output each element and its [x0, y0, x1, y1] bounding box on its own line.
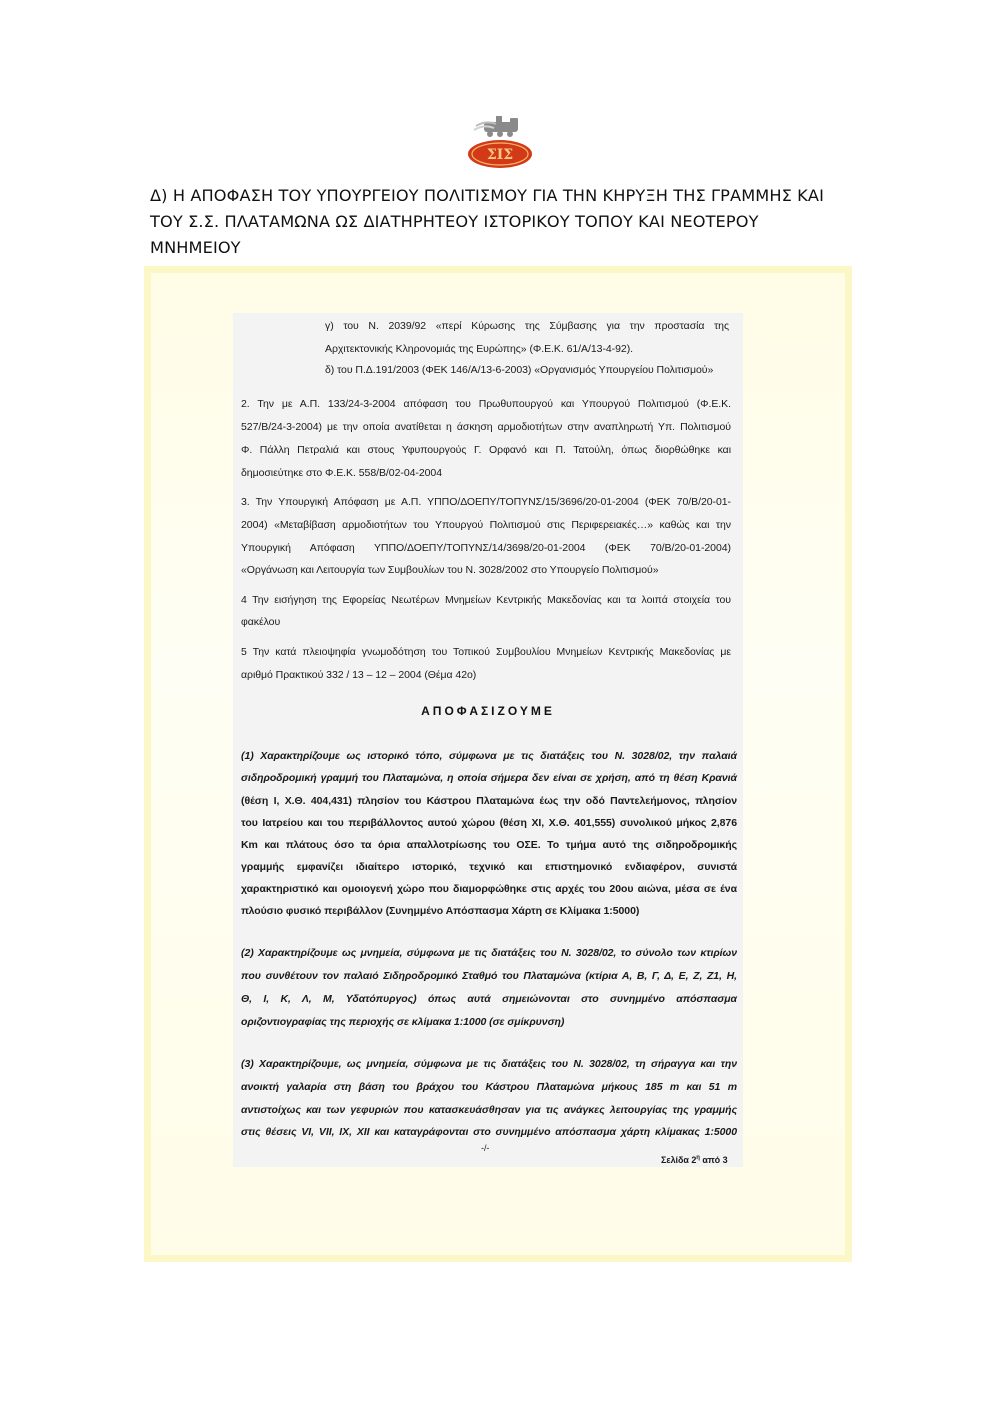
para-2-line-3: Φ. Πάλλη Πετραλιά και στους Υφυπουργούς Γ. Ορφανό και Π. Τατούλη, όπως διορθώθηκε και: [241, 444, 731, 456]
heading-line-2: ΤΟΥ Σ.Σ. ΠΛΑΤΑΜΩΝΑ ΩΣ ΔΙΑΤΗΡΗΤΕΟΥ ΙΣΤΟΡΙΚΟΥ ΤΟΠΟΥ ΚΑΙ ΝΕΟΤΕΡΟΥ: [150, 212, 759, 231]
para-4-line-2: φακέλου: [241, 616, 281, 628]
decision-2-line-3: Θ, Ι, Κ, Λ, Μ, Υδατόπυργος) όπως αυτά σημειώνονται στο συνημμένο απόσπασμα: [241, 993, 737, 1005]
para-3-line-1: 3. Την Υπουργική Απόφαση με Α.Π. ΥΠΠΟ/ΔΟΕΠΥ/ΤΟΠΥΝΣ/15/3696/20-01-2004 (ΦΕΚ 70/Β/20-01-: [241, 496, 731, 508]
decision-1-line-6: γραμμής εμφανίζει ιδιαίτερο ιστορικό, τεχνικό και επιστημονικό ενδιαφέρον, συνιστά: [241, 861, 737, 873]
ose-logo: [466, 112, 534, 170]
decision-2-line-1: (2) Χαρακτηρίζουμε ως μνημεία, σύμφωνα με τις διατάξεις του Ν. 3028/02, το σύνολο των κτιρίων: [241, 947, 737, 959]
heading-line-3: ΜΝΗΜΕΙΟΥ: [150, 238, 241, 257]
decision-1-line-5: Km και πλάτους όσο τα όρια απαλλοτρίωσης του ΟΣΕ. Το τμήμα αυτό της σιδηροδρομικής: [241, 839, 737, 851]
decision-1-line-7: χαρακτηριστικό και ομοιογενή χώρο που διαμορφώθηκε στις αρχές του 20ου αιώνα, μέσα σε ένα: [241, 883, 737, 895]
page-number: [661, 1155, 728, 1165]
page-label: Σελίδα 2: [661, 1155, 697, 1165]
page-total: από 3: [699, 1155, 728, 1165]
para-3-line-4: «Οργάνωση και Λειτουργία των Συμβουλίων του Ν. 3028/2002 στο Υπουργείο Πολιτισμού»: [241, 564, 659, 576]
para-2-line-1: 2. Την με Α.Π. 133/24-3-2004 απόφαση του Πρωθυπουργού και Υπουργού Πολιτισμού (Φ.Ε.Κ.: [241, 398, 731, 410]
section-heading: [150, 183, 850, 261]
para-4-line-1: 4 Την εισήγηση της Εφορείας Νεωτέρων Μνημείων Κεντρικής Μακεδονίας και τα λοιπά στοιχεία του: [241, 594, 731, 606]
heading-line-1: Δ) Η ΑΠΟΦΑΣΗ ΤΟΥ ΥΠΟΥΡΓΕΙΟΥ ΠΟΛΙΤΙΣΜΟΥ ΓΙΑ ΤΗΝ ΚΗΡΥΞΗ ΤΗΣ ΓΡΑΜΜΗΣ ΚΑΙ: [150, 186, 824, 205]
page-ordinal: η: [696, 1155, 700, 1161]
decision-1-line-1: (1) Χαρακτηρίζουμε ως ιστορικό τόπο, σύμφωνα με τις διατάξεις του Ν. 3028/02, την παλαιά: [241, 750, 737, 762]
decision-2-line-2: που συνθέτουν τον παλαιό Σιδηροδρομικό Σταθμό του Πλαταμώνα (κτίρια Α, Β, Γ, Δ, Ε, Ζ, Ζ1, Η,: [241, 970, 737, 982]
decision-3-line-3: αντιστοίχως και των γεφυριών που κατασκευάσθησαν για τις ανάγκες λειτουργίας της γραμμής: [241, 1104, 737, 1116]
continuation-mark: -/-: [481, 1143, 490, 1153]
scanned-decision-page: [233, 313, 743, 1167]
para-2-line-2: 527/Β/24-3-2004) με την οποία ανατίθεται η άσκηση αρμοδιοτήτων στην αναπληρωτή Υπ. Πολιτισμού: [241, 421, 731, 433]
ose-train-emblem-icon: [466, 112, 534, 170]
decision-3-line-1: (3) Χαρακτηρίζουμε, ως μνημεία, σύμφωνα με τις διατάξεις του Ν. 3028/02, τη σήραγγα και την: [241, 1058, 737, 1070]
para-5-line-1: 5 Την κατά πλειοψηφία γνωμοδότηση του Τοπικού Συμβουλίου Μνημείων Κεντρικής Μακεδονίας με: [241, 646, 731, 658]
decision-3-line-4: στις θέσεις VI, VII, IX, XII και καταγράφονται στο συνημμένο απόσπασμα χάρτη κλίμακας 1:5000: [241, 1126, 737, 1138]
decision-2-line-4: οριζοντιογραφίας της περιοχής σε κλίμακα 1:1000 (σε σμίκρυνση): [241, 1016, 565, 1028]
clause-g-line-1: γ) του Ν. 2039/92 «περί Κύρωσης της Σύμβασης για την προστασία της: [325, 320, 729, 332]
para-3-line-3: Υπουργική Απόφαση ΥΠΠΟ/ΔΟΕΠΥ/ΤΟΠΥΝΣ/14/3698/20-01-2004 (ΦΕΚ 70/Β/20-01-2004): [241, 542, 731, 554]
decision-1-line-8: πλούσιο φυσικό περιβάλλον (Συνημμένο Απόσπασμα Χάρτη σε Κλίμακα 1:5000): [241, 905, 640, 917]
logo-letters: ΣΙΣ: [486, 147, 514, 163]
para-3-line-2: 2004) «Μεταβίβαση αρμοδιοτήτων του Υπουργού Πολιτισμού στις Περιφερειακές…» καθώς και την: [241, 519, 731, 531]
decision-3-line-2: ανοικτή γαλαρία στη βάση του βράχου του Κάστρου Πλαταμώνα μήκους 185 m και 51 m: [241, 1081, 737, 1093]
para-5-line-2: αριθμό Πρακτικού 332 / 13 – 12 – 2004 (Θέμα 42ο): [241, 669, 477, 681]
clause-g-line-2: Αρχιτεκτονικής Κληρονομιάς της Ευρώπης» (Φ.Ε.Κ. 61/Α/13-4-92).: [325, 343, 634, 355]
decision-title: ΑΠΟΦΑΣΙΖΟΥΜΕ: [421, 704, 555, 718]
decision-1-line-2: σιδηροδρομική γραμμή του Πλαταμώνα, η οποία σήμερα δεν είναι σε χρήση, από τη θέση Κρανιά: [241, 772, 737, 784]
clause-d-line-1: δ) του Π.Δ.191/2003 (ΦΕΚ 146/Α/13-6-2003) «Οργανισμός Υπουργείου Πολιτισμού»: [325, 364, 714, 376]
decision-1-line-4: του Ιατρείου και του περιβάλλοντος αυτού χώρου (θέση ΧΙ, Χ.Θ. 401,555) συνολικού μήκος 2,876: [241, 817, 737, 829]
para-2-line-4: δημοσιεύτηκε στο Φ.Ε.Κ. 558/Β/02-04-2004: [241, 467, 443, 479]
decision-1-line-3: (θέση Ι, Χ.Θ. 404,431) πλησίον του Κάστρου Πλαταμώνα έως την οδό Παντελεήμονος, πλησίον: [241, 795, 737, 807]
